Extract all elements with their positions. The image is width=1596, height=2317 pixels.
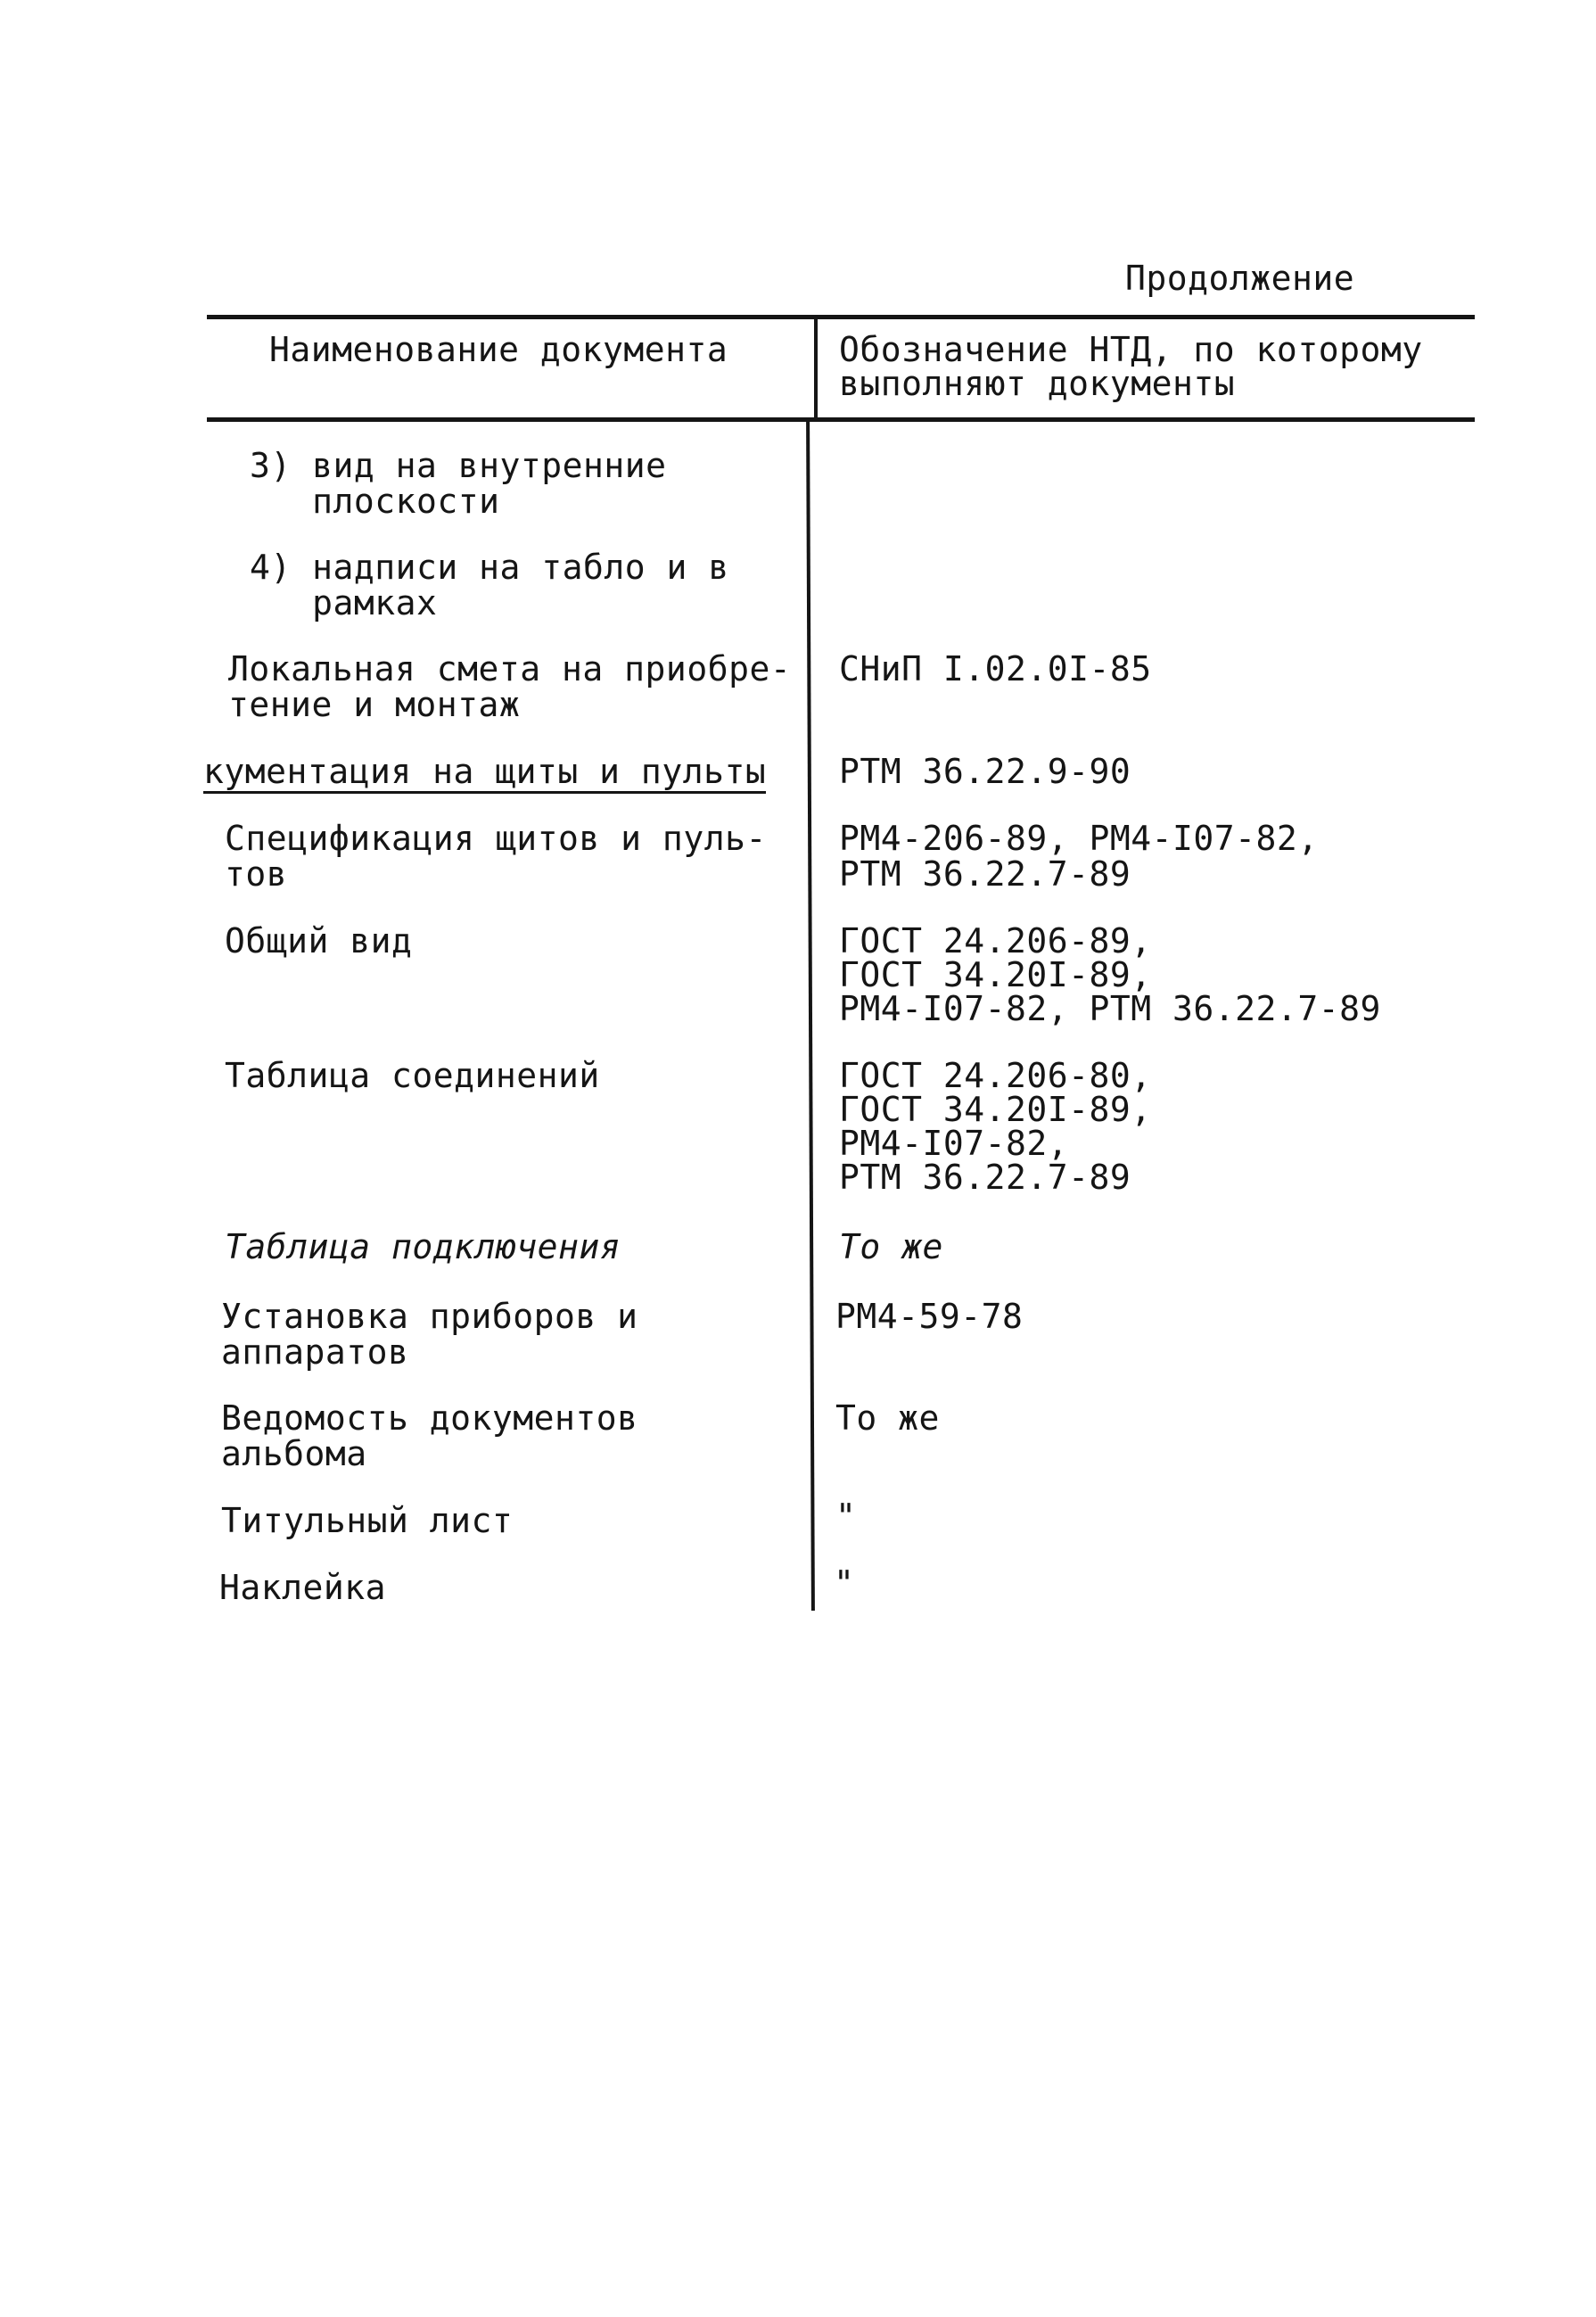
- row-standard-line: ГОСТ 34.20I-89,: [839, 955, 1152, 994]
- row-name-line: Общий вид: [225, 921, 413, 961]
- row-standard-line: РМ4-I07-82,: [839, 1124, 1069, 1163]
- row-name-line: альбома: [221, 1434, 367, 1473]
- row-standard-line: РМ4-206-89, РМ4-I07-82,: [839, 819, 1319, 858]
- row-standard-line: ГОСТ 34.20I-89,: [839, 1090, 1152, 1129]
- row-standard-line: То же: [839, 1227, 943, 1266]
- row-name-line: Титульный лист: [221, 1501, 514, 1540]
- row-name-line: плоскости: [250, 482, 500, 521]
- row-standard-line: То же: [835, 1398, 940, 1438]
- row-standard-line: РТМ 36.22.7-89: [839, 854, 1131, 894]
- continuation-label: Продолжение: [1125, 259, 1355, 298]
- row-name-line: рамках: [250, 583, 438, 623]
- row-standard-line: РМ4-I07-82, РТМ 36.22.7-89: [839, 989, 1381, 1028]
- row-name-line: Наклейка: [219, 1568, 387, 1607]
- row-standard-line: СНиП I.02.0I-85: [839, 649, 1152, 689]
- table-header-rule: [207, 417, 1475, 422]
- column-divider-body: [806, 419, 815, 1611]
- row-name-line: Локальная смета на приобре-: [228, 649, 792, 689]
- table-top-rule: [207, 315, 1475, 319]
- row-standard-line: РМ4-59-78: [835, 1297, 1024, 1336]
- row-standard-line: РТМ 36.22.9-90: [839, 752, 1131, 791]
- row-name-line: 3) вид на внутренние: [250, 446, 667, 485]
- header-standard-line-1: Обозначение НТД, по которому: [839, 330, 1423, 369]
- column-divider: [814, 315, 818, 422]
- row-name-line: Таблица подключения: [225, 1227, 621, 1266]
- row-name-line: Ведомость документов: [221, 1398, 638, 1438]
- ditto-mark: ": [834, 1563, 855, 1603]
- row-name-line: Установка приборов и: [221, 1297, 638, 1336]
- row-name-line: аппаратов: [221, 1332, 409, 1372]
- row-name-line: тов: [225, 854, 288, 894]
- header-standard-line-2: выполняют документы: [839, 364, 1236, 403]
- header-document-name: Наименование документа: [269, 330, 728, 369]
- section-heading: кументация на щиты и пульты: [203, 754, 766, 794]
- row-name-line: тение и монтаж: [228, 685, 521, 724]
- row-standard-line: ГОСТ 24.206-80,: [839, 1056, 1152, 1095]
- row-name-line: Спецификация щитов и пуль-: [225, 819, 767, 858]
- row-standard-line: РТМ 36.22.7-89: [839, 1158, 1131, 1197]
- row-name-line: 4) надписи на табло и в: [250, 548, 729, 587]
- ditto-mark: ": [835, 1497, 857, 1536]
- row-name-line: Таблица соединений: [225, 1056, 600, 1095]
- row-standard-line: ГОСТ 24.206-89,: [839, 921, 1152, 961]
